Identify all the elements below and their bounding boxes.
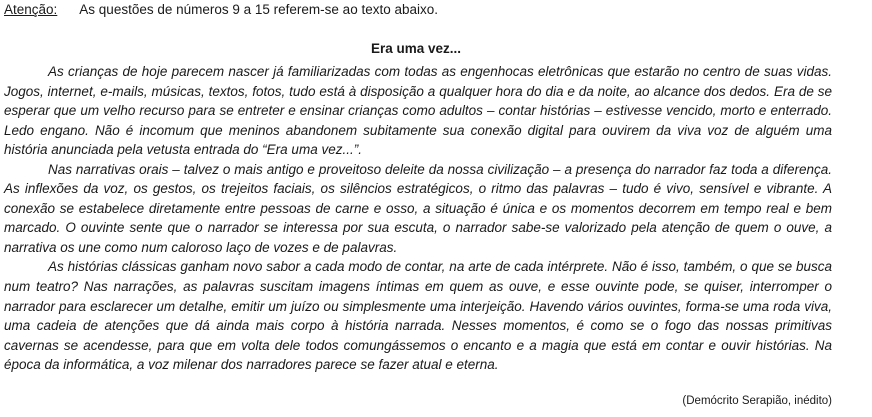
article-paragraph-2: Nas narrativas orais – talvez o mais antigo e proveitoso deleite da nossa civilização – a presença do narrador faz toda a diferença. As inflexões da voz, os gestos, os trejeitos faciais, os silêncios estratégicos, o ritmo das palavras – tudo é vivo, sensível e vibrante. A conexão se estabelece diretamente entre pessoas de carne e osso, a situação é única e os momentos decorrem em tempo real e bem marcado. O ouvinte sente que o narrador se interessa por sua escuta, o narrador sabe-se valorizado pela atenção de quem o ouve, a narrativa os une como num caloroso laço de vozes e de palavras. (4, 161, 832, 255)
article-body (4, 62, 832, 375)
article-paragraph-1: As crianças de hoje parecem nascer já familiarizadas com todas as engenhocas eletrônicas que estarão no centro de suas vidas. Jogos, internet, e-mails, músicas, textos, fotos, tudo está à disposição a qualquer hora do dia e da noite, ao alcance dos dedos. Era de se esperar que um velho recurso para se entreter e ensinar crianças como adultos – contar histórias – estivesse vencido, morto e enterrado. Ledo engano. Não é incomum que meninos abandonem subitamente sua conexão digital para ouvirem da viva voz de alguém uma história anunciada pela vetusta entrada do “Era uma vez...”. (4, 64, 832, 158)
notice-line (4, 2, 438, 17)
article-source: (Demócrito Serapião, inédito) (682, 395, 832, 407)
notice-label: Atenção: (4, 2, 58, 17)
article-title: Era uma vez... (370, 41, 462, 56)
article-paragraph-3: As histórias clássicas ganham novo sabor a cada modo de contar, na arte de cada intérprete. Não é isso, também, o que se busca num teatro? Nas narrações, as palavras suscitam imagens íntimas em quem as ouve, e esse ouvinte pode, se quiser, interromper o narrador para esclarecer um detalhe, emitir um juízo ou simplesmente uma interjeição. Havendo vários ouvintes, forma-se uma roda viva, uma cadeia de atenções que dá ainda mais corpo à história narrada. Nesses momentos, é como se o fogo das nossas primitivas cavernas se acendesse, para que em volta dele todos comungássemos o encanto e a magia que está em contar e ouvir histórias. Na época da informática, a voz milenar dos narradores parece se fazer atual e eterna. (4, 259, 832, 373)
notice-text: As questões de números 9 a 15 referem-se ao texto abaixo. (79, 2, 439, 17)
